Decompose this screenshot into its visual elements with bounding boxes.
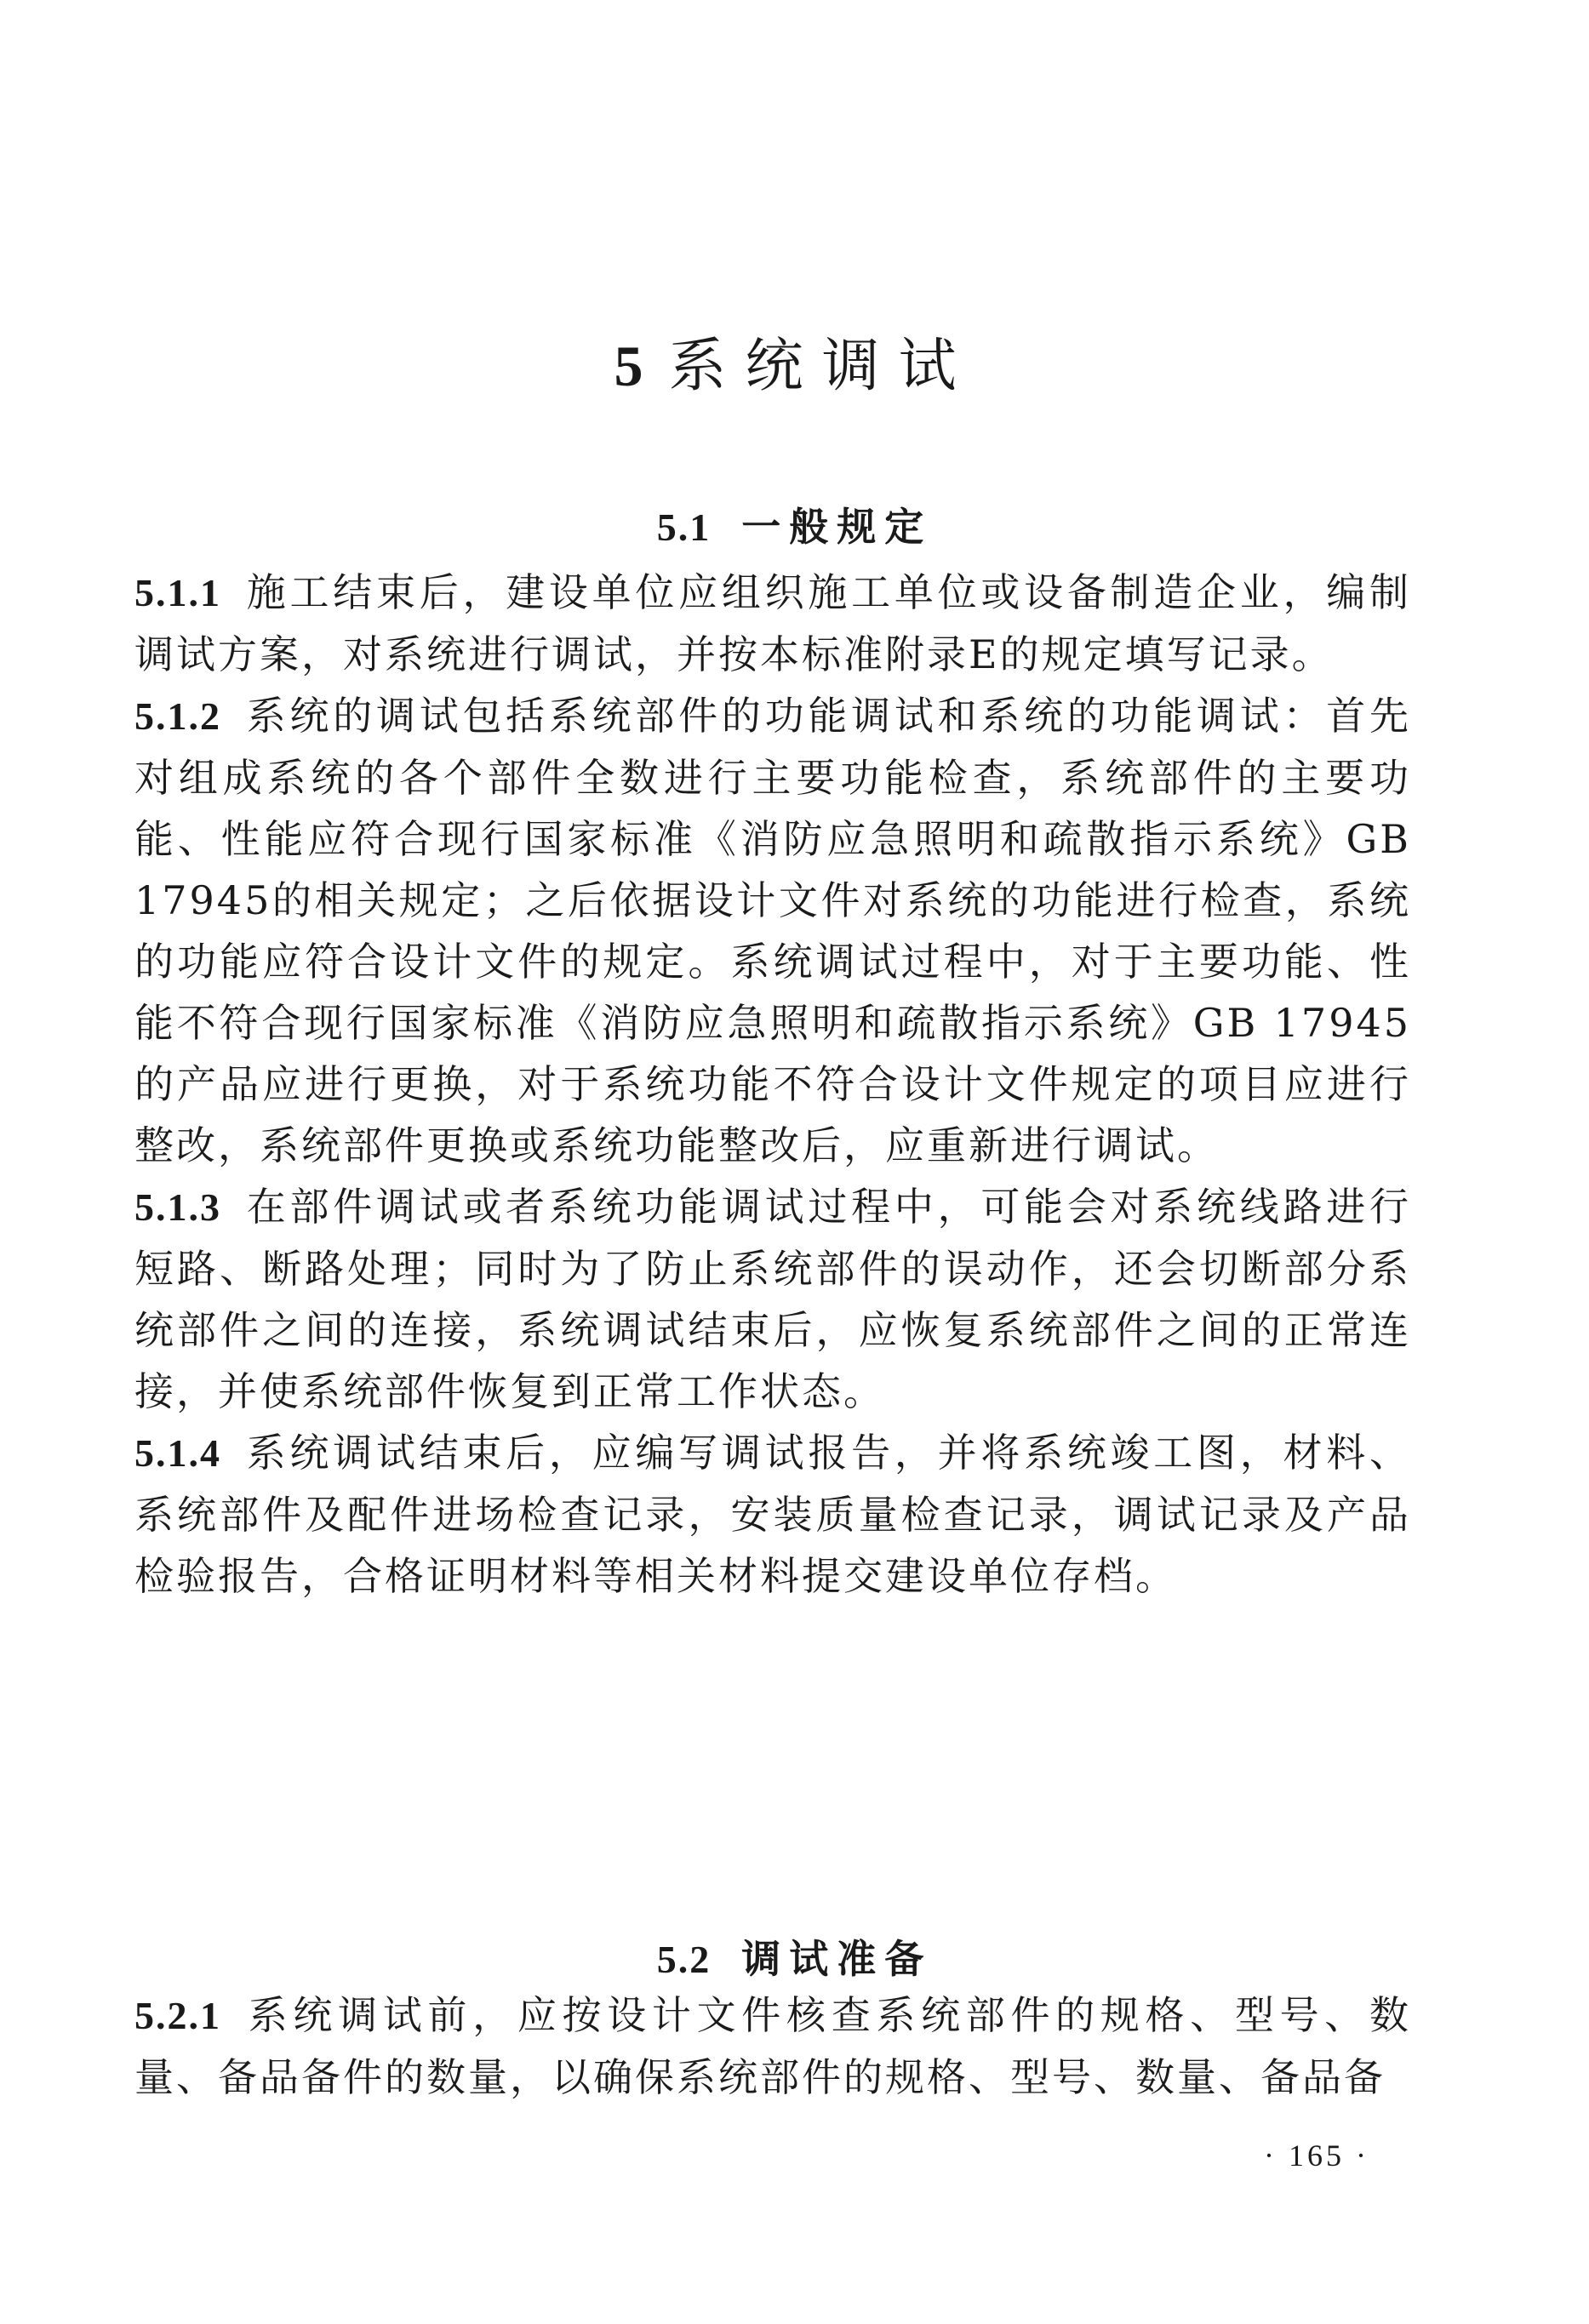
clause-text: 在部件调试或者系统功能调试过程中，可能会对系统线路进行短路、断路处理；同时为了防止系统部件的误动作，还会切断部分系统部件之间的连接，系统调试结束后，应恢复系统部件之间的正常连接，并使系统部件恢复到正常工作状态。 (134, 1184, 1411, 1414)
clause-5-1-2 (134, 685, 1411, 1176)
clause-5-1-3 (134, 1176, 1411, 1422)
section-body-5-2 (134, 1984, 1411, 2108)
section-title-text: 调试准备 (741, 1936, 933, 1983)
chapter-title-text: 系统调试 (668, 332, 975, 400)
clause-text: 施工结束后，建设单位应组织施工单位或设备制造企业，编制调试方案，对系统进行调试，并按本标准附录E的规定填写记录。 (134, 569, 1411, 677)
section-title-text: 一般规定 (741, 504, 933, 551)
clause-5-2-1 (134, 1984, 1411, 2108)
section-title-5-2 (0, 1928, 1589, 1984)
section-body-5-1 (134, 562, 1411, 1607)
clause-number: 5.1.1 (134, 571, 221, 614)
clause-5-1-1 (134, 562, 1411, 685)
section-title-5-1 (0, 496, 1589, 552)
clause-number: 5.1.4 (134, 1431, 221, 1475)
page-number: · 165 · (1264, 2138, 1369, 2173)
clause-text: 系统的调试包括系统部件的功能调试和系统的功能调试：首先对组成系统的各个部件全数进行主要功能检查，系统部件的主要功能、性能应符合现行国家标准《消防应急照明和疏散指示系统》GB 17945的相关规定；之后依据设计文件对系统的功能进行检查，系统的功能应符合设计文件的规定。系统调试过程中，对于主要功能、性能不符合现行国家标准《消防应急照明和疏散指示系统》GB 17945的产品应进行更换，对于系统功能不符合设计文件规定的项目应进行整改，系统部件更换或系统功能整改后，应重新进行调试。 (134, 693, 1411, 1168)
clause-number: 5.1.3 (134, 1185, 221, 1229)
section-number: 5.1 (656, 505, 712, 550)
clause-text: 系统调试前，应按设计文件核查系统部件的规格、型号、数量、备品备件的数量，以确保系统部件的规格、型号、数量、备品备 (134, 1992, 1411, 2100)
chapter-number: 5 (614, 333, 643, 398)
clause-text: 系统调试结束后，应编写调试报告，并将系统竣工图，材料、系统部件及配件进场检查记录，安装质量检查记录，调试记录及产品检验报告，合格证明材料等相关材料提交建设单位存档。 (134, 1430, 1411, 1599)
clause-number: 5.1.2 (134, 694, 221, 738)
section-number: 5.2 (656, 1938, 712, 1982)
clause-5-1-4 (134, 1422, 1411, 1607)
chapter-title (0, 320, 1589, 403)
clause-number: 5.2.1 (134, 1994, 221, 2037)
